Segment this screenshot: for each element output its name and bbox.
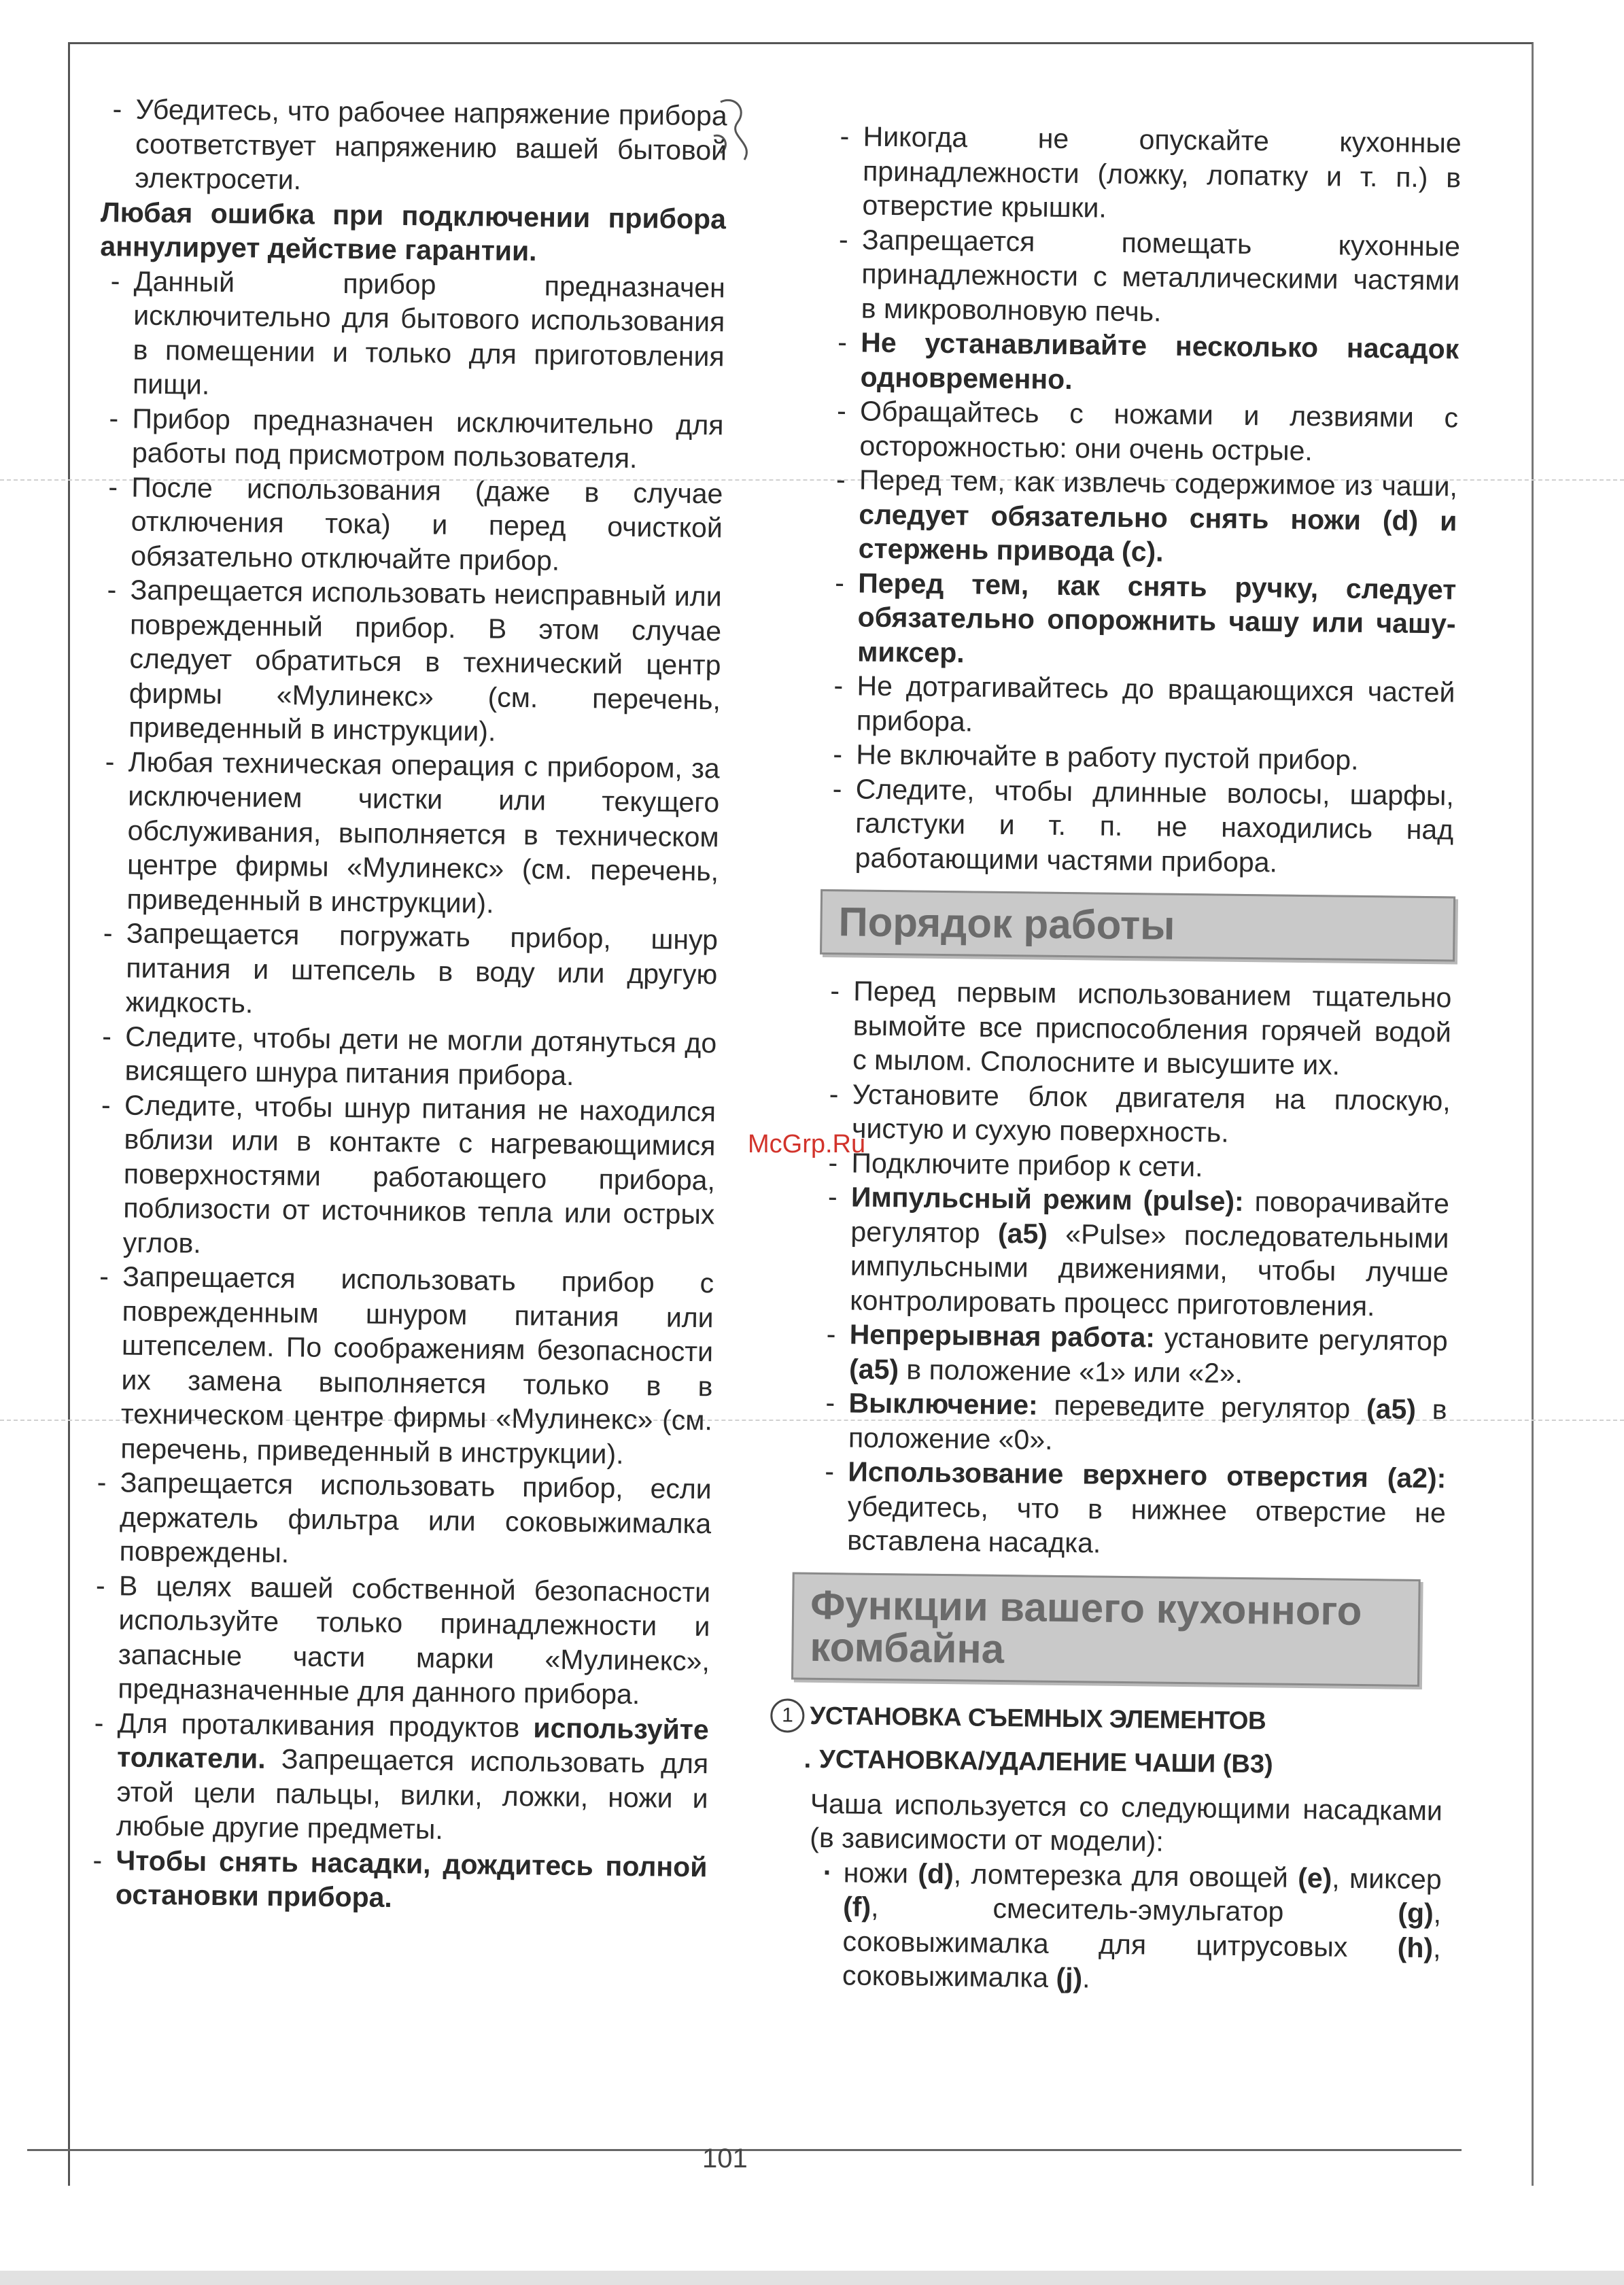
list-item bbox=[826, 325, 1459, 401]
left-column bbox=[82, 92, 727, 1919]
list-item bbox=[823, 668, 1455, 744]
text: Установите блок двигателя на плоскую, чистую и сухую поверхность. bbox=[851, 1078, 1451, 1148]
text: установите регулятор bbox=[1154, 1322, 1448, 1357]
text: Прибор предназначен исключительно для работы под присмотром пользователя. bbox=[131, 402, 724, 474]
list-item bbox=[823, 565, 1457, 675]
scan-edge bbox=[0, 2271, 1624, 2285]
list-item bbox=[101, 92, 727, 202]
text: в положение «1» или «2». bbox=[898, 1353, 1243, 1389]
bold-text: (h) bbox=[1397, 1931, 1434, 1963]
text: Запрещается использовать для этой цели пальцы, вилки, ложки, ножи и любые другие предметы. bbox=[116, 1742, 709, 1845]
text: В целях вашей собственной безопасности используйте только принадлежности и запасные части марки «Мулинекс», предназначенные для данного прибора. bbox=[118, 1569, 711, 1711]
section-heading-functions: Функции вашего кухонного комбайна bbox=[791, 1572, 1421, 1686]
safety-list-continued bbox=[820, 119, 1462, 881]
bold-text: Импульсный режим (pulse): bbox=[850, 1181, 1245, 1218]
bowl-attachments-item bbox=[808, 1855, 1442, 1999]
list-item bbox=[94, 572, 722, 751]
list-item bbox=[85, 1465, 712, 1575]
text: в положение «0». bbox=[848, 1393, 1447, 1456]
list-item bbox=[825, 394, 1458, 470]
text: поворачивайте регулятор bbox=[850, 1186, 1450, 1249]
text: Запрещается использовать неисправный или поврежденный прибор. В этом случае следует обратиться в технический центр фирмы «Мулинекс» (см. перечень, приведенный в инструкции). bbox=[128, 574, 722, 747]
text: Запрещается использовать прибор, если держатель фильтра или соковыжималка повреждены. bbox=[119, 1466, 712, 1569]
list-item bbox=[97, 469, 723, 579]
list-item bbox=[98, 400, 724, 476]
text: Запрещается помещать кухонные принадлежности с металлическими частями в микроволновую печь. bbox=[861, 224, 1461, 328]
warning-paragraph bbox=[100, 194, 726, 270]
text: Убедитесь, что рабочее напряжение прибора соответствует напряжению вашей бытовой электросети. bbox=[135, 93, 727, 196]
bold-text: Не устанавливайте несколько насадок одновременно. bbox=[860, 326, 1459, 395]
text: После использования (даже в случае отключения тока) и перед очисткой обязательно отключайте прибор. bbox=[131, 471, 723, 577]
bold-text: (a5) bbox=[848, 1352, 899, 1385]
bold-text: Чтобы снять насадки, дождитесь полной остановки прибора. bbox=[115, 1844, 708, 1914]
bold-text: (a5) bbox=[1366, 1393, 1417, 1425]
bold-text: Использование верхнего отверстия (a2): bbox=[848, 1456, 1447, 1494]
list-item bbox=[827, 222, 1461, 332]
subsection-title bbox=[804, 1742, 1443, 1784]
bold-text: (f) bbox=[842, 1891, 871, 1923]
bold-text: (g) bbox=[1398, 1897, 1434, 1929]
watermark: McGrp.Ru bbox=[748, 1130, 866, 1158]
bold-text: (a5) bbox=[997, 1217, 1048, 1250]
bold-text: следует обязательно снять ножи (d) и стержень привода (c). bbox=[858, 498, 1457, 568]
list-item bbox=[814, 1386, 1447, 1462]
list-item bbox=[90, 1018, 716, 1094]
list-item bbox=[825, 462, 1458, 572]
list-item bbox=[828, 119, 1462, 229]
text: , смеситель-эмульгатор bbox=[870, 1891, 1398, 1929]
list-item bbox=[82, 1842, 708, 1918]
text: . bbox=[1082, 1962, 1090, 1994]
bold-text: Любая ошибка при подключении прибора аннулирует действие гарантии. bbox=[100, 196, 727, 267]
list-item bbox=[818, 1076, 1451, 1152]
text: Запрещается использовать прибор с поврежденным шнуром питания или штепселем. По соображениям безопасности их замена выполняется только в в техническом центре фирмы «Мулинекс» (см. перечень, приведенный в инструкции). bbox=[120, 1260, 714, 1470]
list-item bbox=[84, 1568, 710, 1712]
text: «Pulse» последовательными импульсными движениями, чтобы лучше контролировать процесс приготовления. bbox=[850, 1218, 1449, 1322]
text: убедитесь, что в нижнее отверстие не вставлена насадка. bbox=[847, 1490, 1447, 1559]
subsection-title-text: УСТАНОВКА/УДАЛЕНИЕ ЧАШИ (B3) bbox=[818, 1745, 1273, 1779]
page-number: 101 bbox=[702, 2144, 748, 2174]
bold-text: (e) bbox=[1297, 1861, 1332, 1894]
text: , соковыжималка для цитрусовых bbox=[842, 1897, 1442, 1963]
bold-text: Выключение: bbox=[848, 1387, 1038, 1421]
list-item bbox=[99, 263, 725, 407]
text: Никогда не опускайте кухонные принадлежности (ложку, лопатку и т. п.) в отверстие крышки. bbox=[862, 120, 1462, 224]
bold-text: (j) bbox=[1056, 1961, 1083, 1994]
text: переведите регулятор bbox=[1037, 1389, 1367, 1425]
operation-list bbox=[813, 974, 1452, 1564]
bold-text: (d) bbox=[918, 1857, 954, 1889]
text: Следите, чтобы длинные волосы, шарфы, галстуки и т. п. не находились над работающими частями прибора. bbox=[854, 773, 1455, 878]
list-item bbox=[813, 1454, 1447, 1564]
list-item bbox=[86, 1259, 714, 1472]
text: Любая техническая операция с прибором, за исключением чистки или текущего обслуживания, выполняется в техническом центре фирмы «Мулинекс» (см. перечень, приведенный в инструкции). bbox=[126, 746, 721, 919]
list-item bbox=[816, 1180, 1449, 1324]
text: Не включайте в работу пустой прибор. bbox=[856, 738, 1359, 776]
section-title-text: УСТАНОВКА СЪЕМНЫХ ЭЛЕМЕНТОВ bbox=[810, 1701, 1266, 1734]
text: Запрещается погружать прибор, шнур питания и штепсель в воду или другую жидкость. bbox=[125, 917, 719, 1019]
section-number-badge: 1 bbox=[770, 1698, 805, 1733]
text: Перед тем, как извлечь содержимое из чаши, bbox=[859, 464, 1458, 502]
text: Перед первым использованием тщательно вымойте все приспособления горячей водой с мылом. Сполосните и высушите их. bbox=[852, 975, 1452, 1081]
list-item bbox=[815, 1317, 1448, 1393]
list-item bbox=[92, 916, 719, 1026]
text: Не дотрагивайтесь до вращающихся частей прибора. bbox=[856, 670, 1455, 737]
text: Следите, чтобы шнур питания не находился вблизи или в контакте с нагревающимися поверхностями работающего прибора, поблизости от источников тепла или острых углов. bbox=[122, 1088, 716, 1259]
bold-text: Непрерывная работа: bbox=[849, 1318, 1156, 1354]
section-heading-order: Порядок работы bbox=[820, 889, 1455, 962]
list-item bbox=[818, 974, 1452, 1084]
text: Обращайтесь с ножами и лезвиями с осторожностью: они очень острые. bbox=[859, 395, 1459, 466]
bowl-intro: Чаша используется со следующими насадками (в зависимости от модели): bbox=[810, 1787, 1443, 1857]
bold-text: используйте толкатели. bbox=[116, 1711, 709, 1774]
text: , миксер bbox=[1332, 1862, 1442, 1895]
text: Для проталкивания продуктов bbox=[117, 1706, 534, 1743]
list-item bbox=[92, 744, 720, 923]
bold-text: Перед тем, как снять ручку, следует обязательно опорожнить чашу или чашу-миксер. bbox=[857, 567, 1457, 668]
text: Следите, чтобы дети не могли дотянуться до висящего шнура питания прибора. bbox=[124, 1020, 717, 1091]
subsection-marker: . bbox=[804, 1745, 812, 1774]
text: , соковыжималка bbox=[842, 1931, 1441, 1993]
text: Данный прибор предназначен исключительно для бытового использования в помещении и только для приготовления пищи. bbox=[132, 265, 726, 400]
text: , ломтерезка для овощей bbox=[953, 1857, 1298, 1893]
text: ножи bbox=[843, 1856, 918, 1889]
list-item bbox=[82, 1705, 709, 1849]
list-item bbox=[89, 1087, 716, 1266]
section-title bbox=[770, 1698, 1444, 1740]
text: Подключите прибор к сети. bbox=[851, 1146, 1203, 1182]
list-item bbox=[820, 771, 1454, 881]
